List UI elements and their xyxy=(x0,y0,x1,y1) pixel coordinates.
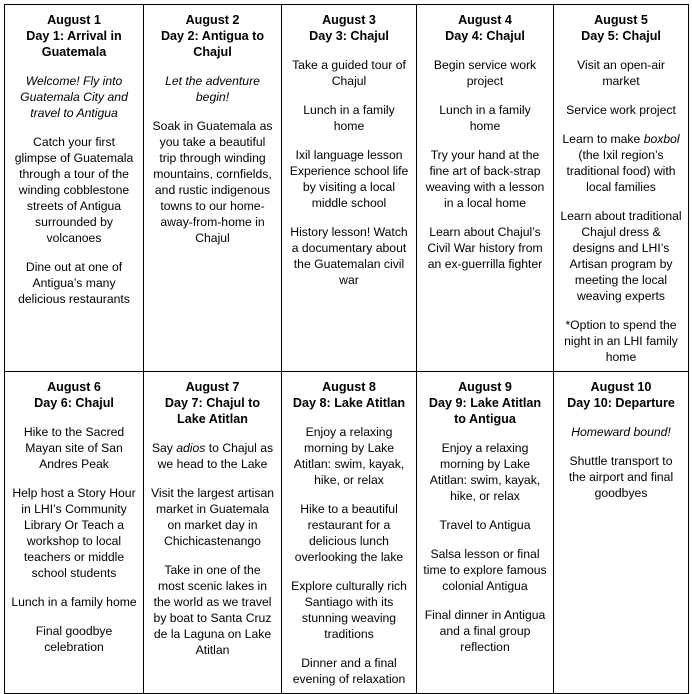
day-paragraph: Begin service work project xyxy=(433,58,537,88)
day-header-1 xyxy=(11,12,137,60)
day-body-10 xyxy=(560,424,682,501)
day-date-9: August 9 xyxy=(458,380,512,394)
day-paragraph: Lunch in a family home xyxy=(11,595,137,609)
day-cell-9 xyxy=(417,372,554,694)
day-cell-content-1 xyxy=(5,5,143,313)
day-cell-4 xyxy=(417,5,554,372)
day-paragraph: Learn about traditional Chajul dress & designs and LHI’s Artisan program by meeting the local weaving experts xyxy=(560,209,682,303)
day-date-5: August 5 xyxy=(594,13,648,27)
day-paragraph: Soak in Guatemala as you take a beautiful trip through winding mountains, cornfields, and rustic indigenous towns to our home-away-from-home in Chajul xyxy=(152,119,273,245)
day-title-4: Day 4: Chajul xyxy=(445,29,525,43)
day-cell-8 xyxy=(282,372,417,694)
day-title-3: Day 3: Chajul xyxy=(309,29,389,43)
day-cell-2 xyxy=(144,5,282,372)
day-paragraph: Homeward bound! xyxy=(571,425,671,439)
itinerary-week-row-1 xyxy=(5,5,689,372)
day-paragraph: Catch your first glimpse of Guatemala through a tour of the winding cobblestone streets of Antigua surrounded by volcanoes xyxy=(14,135,134,245)
day-paragraph: Travel to Antigua xyxy=(439,518,531,532)
day-header-8 xyxy=(288,379,410,411)
day-cell-content-10 xyxy=(554,372,688,507)
day-cell-content-4 xyxy=(417,5,553,278)
day-date-3: August 3 xyxy=(322,13,376,27)
day-paragraph: Hike to a beautiful restaurant for a delicious lunch overlooking the lake xyxy=(294,502,404,564)
day-body-6 xyxy=(11,424,137,655)
day-paragraph: Say adios to Chajul as we head to the Lake xyxy=(151,441,274,471)
day-paragraph: Try your hand at the fine art of back-strap weaving with a lesson in a local home xyxy=(425,148,545,210)
day-cell-5 xyxy=(554,5,689,372)
day-cell-content-5 xyxy=(554,5,688,371)
day-cell-6 xyxy=(5,372,144,694)
day-title-6: Day 6: Chajul xyxy=(34,396,114,410)
day-body-3 xyxy=(288,57,410,288)
day-cell-content-7 xyxy=(144,372,281,664)
day-header-4 xyxy=(423,12,547,44)
day-paragraph: Enjoy a relaxing morning by Lake Atitlan: swim, kayak, hike, or relax xyxy=(429,441,541,503)
day-paragraph: Hike to the Sacred Mayan site of San Andres Peak xyxy=(23,425,125,471)
day-paragraph: History lesson! Watch a documentary about the Guatemalan civil war xyxy=(290,225,408,287)
day-date-4: August 4 xyxy=(458,13,512,27)
day-paragraph: Dinner and a final evening of relaxation xyxy=(292,656,406,686)
day-cell-1 xyxy=(5,5,144,372)
day-date-1: August 1 xyxy=(47,13,101,27)
itinerary-table xyxy=(4,4,689,694)
day-body-5 xyxy=(560,57,682,365)
day-paragraph: Let the adventure begin! xyxy=(165,74,260,104)
day-title-9: Day 9: Lake Atitlan to Antigua xyxy=(428,396,542,426)
day-paragraph: Explore culturally rich Santiago with its stunning weaving traditions xyxy=(291,579,407,641)
day-paragraph: Service work project xyxy=(566,103,676,117)
day-header-7 xyxy=(150,379,275,427)
day-body-4 xyxy=(423,57,547,272)
day-cell-content-2 xyxy=(144,5,281,252)
day-date-2: August 2 xyxy=(185,13,240,27)
day-title-10: Day 10: Departure xyxy=(567,396,675,410)
day-paragraph: Ixil language lesson Experience school life by visiting a local middle school xyxy=(289,148,409,210)
day-paragraph: Enjoy a relaxing morning by Lake Atitlan: swim, kayak, hike, or relax xyxy=(293,425,405,487)
day-date-7: August 7 xyxy=(185,380,240,394)
day-paragraph: Lunch in a family home xyxy=(439,103,531,133)
day-body-2 xyxy=(150,73,275,246)
day-cell-10 xyxy=(554,372,689,694)
day-paragraph: Learn about Chajul’s Civil War history from an ex-guerrilla fighter xyxy=(427,225,543,271)
day-title-1: Day 1: Arrival in Guatemala xyxy=(26,29,122,59)
day-title-5: Day 5: Chajul xyxy=(581,29,661,43)
day-paragraph: Visit an open-air market xyxy=(577,58,665,88)
day-paragraph: Learn to make boxbol (the Ixil region’s traditional food) with local families xyxy=(562,132,680,194)
day-header-6 xyxy=(11,379,137,411)
day-body-7 xyxy=(150,440,275,658)
day-body-8 xyxy=(288,424,410,687)
day-paragraph: *Option to spend the night in an LHI family home xyxy=(564,318,678,364)
day-paragraph: Dine out at one of Antigua’s many delicious restaurants xyxy=(18,260,130,306)
day-paragraph: Shuttle transport to the airport and final goodbyes xyxy=(568,454,674,500)
day-date-10: August 10 xyxy=(590,380,652,394)
day-title-7: Day 7: Chajul to Lake Atitlan xyxy=(164,396,261,426)
day-title-8: Day 8: Lake Atitlan xyxy=(292,396,406,410)
day-paragraph: Final goodbye celebration xyxy=(35,624,113,654)
day-body-1 xyxy=(11,73,137,307)
day-paragraph: Final dinner in Antigua and a final group reflection xyxy=(424,608,546,654)
day-cell-7 xyxy=(144,372,282,694)
day-cell-3 xyxy=(282,5,417,372)
day-date-6: August 6 xyxy=(47,380,101,394)
day-title-2: Day 2: Antigua to Chajul xyxy=(160,29,265,59)
day-cell-content-3 xyxy=(282,5,416,294)
day-header-2 xyxy=(150,12,275,60)
day-body-9 xyxy=(423,440,547,655)
itinerary-week-row-2 xyxy=(5,372,689,694)
day-paragraph: Visit the largest artisan market in Guatemala on market day in Chichicastenango xyxy=(150,486,275,548)
day-cell-content-8 xyxy=(282,372,416,693)
day-paragraph: Welcome! Fly into Guatemala City and travel to Antigua xyxy=(20,74,128,120)
day-header-10 xyxy=(560,379,682,411)
day-date-8: August 8 xyxy=(322,380,376,394)
day-paragraph: Take a guided tour of Chajul xyxy=(292,58,406,88)
day-paragraph: Salsa lesson or final time to explore famous colonial Antigua xyxy=(423,547,547,593)
day-header-5 xyxy=(560,12,682,44)
day-paragraph: Lunch in a family home xyxy=(303,103,395,133)
itinerary-body xyxy=(5,5,689,694)
day-paragraph: Help host a Story Hour in LHI’s Community Library Or Teach a workshop to local teachers or middle school students xyxy=(12,486,136,580)
day-cell-content-9 xyxy=(417,372,553,661)
day-header-3 xyxy=(288,12,410,44)
day-cell-content-6 xyxy=(5,372,143,661)
day-paragraph: Take in one of the most scenic lakes in the world as we travel by boat to Santa Cruz de la Laguna on Lake Atitlan xyxy=(153,563,272,657)
day-header-9 xyxy=(423,379,547,427)
